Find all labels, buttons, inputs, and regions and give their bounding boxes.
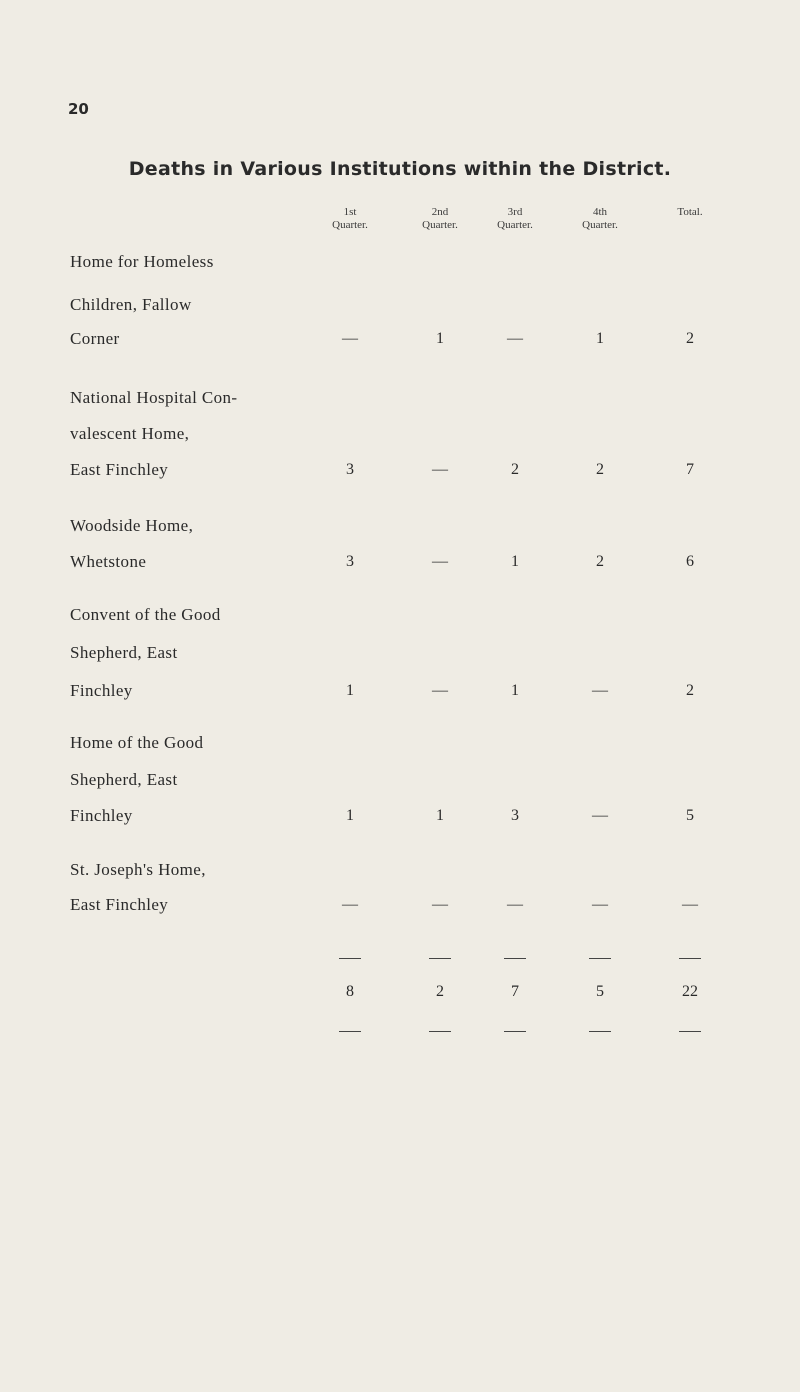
row-label: Woodside Home, [70,516,194,535]
column-header-q2: 2nd Quarter. [422,206,458,231]
table-cell: 5 [686,807,694,824]
divider [589,1031,611,1032]
row-label: Shepherd, East [70,770,178,789]
total-cell: 7 [511,983,519,1000]
table-cell: — [592,682,608,699]
column-header-q3: 3rd Quarter. [497,206,533,231]
table-cell: 1 [346,682,354,699]
table-cell: 6 [686,553,694,570]
total-cell: 22 [682,983,698,1000]
row-label: Home for Homeless [70,252,214,271]
row-label: Finchley [70,681,133,700]
table-cell: — [682,896,698,913]
row-label: valescent Home, [70,424,190,443]
column-header-q4: 4th Quarter. [582,206,618,231]
table-cell: 1 [511,682,519,699]
table-cell: 2 [596,553,604,570]
row-label: Shepherd, East [70,643,178,662]
table-cell: 3 [346,553,354,570]
table-cell: 1 [511,553,519,570]
row-label: Whetstone [70,552,147,571]
row-label: East Finchley [70,895,169,914]
divider [339,958,361,959]
table-cell: — [432,682,448,699]
table-cell: — [507,330,523,347]
table-cell: 2 [686,682,694,699]
page-number: 20 [68,100,89,118]
table-cell: 3 [346,461,354,478]
table-cell: 1 [346,807,354,824]
table-cell: — [342,330,358,347]
table-cell: 3 [511,807,519,824]
table-cell: 2 [686,330,694,347]
table-cell: — [432,553,448,570]
table-cell: — [592,896,608,913]
row-label: St. Joseph's Home, [70,860,206,879]
column-header-total: Total. [677,206,703,218]
divider [679,1031,701,1032]
divider [429,1031,451,1032]
divider [679,958,701,959]
row-label: Convent of the Good [70,605,221,624]
table-cell: — [507,896,523,913]
row-label: East Finchley [70,460,169,479]
total-cell: 5 [596,983,604,1000]
total-cell: 8 [346,983,354,1000]
row-label: Home of the Good [70,733,204,752]
row-label: Corner [70,329,120,348]
divider [589,958,611,959]
table-cell: 2 [596,461,604,478]
table-cell: — [432,461,448,478]
column-header-q1: 1st Quarter. [332,206,368,231]
row-label: National Hospital Con- [70,388,238,407]
table-cell: 1 [436,330,444,347]
divider [504,958,526,959]
divider [504,1031,526,1032]
table-cell: 2 [511,461,519,478]
table-cell: — [342,896,358,913]
row-label: Finchley [70,806,133,825]
row-label: Children, Fallow [70,295,192,314]
table-cell: 1 [436,807,444,824]
total-cell: 2 [436,983,444,1000]
page-title: Deaths in Various Institutions within the District. [128,158,672,180]
table-cell: 7 [686,461,694,478]
divider [429,958,451,959]
table-cell: — [432,896,448,913]
table-cell: 1 [596,330,604,347]
table-cell: — [592,807,608,824]
divider [339,1031,361,1032]
